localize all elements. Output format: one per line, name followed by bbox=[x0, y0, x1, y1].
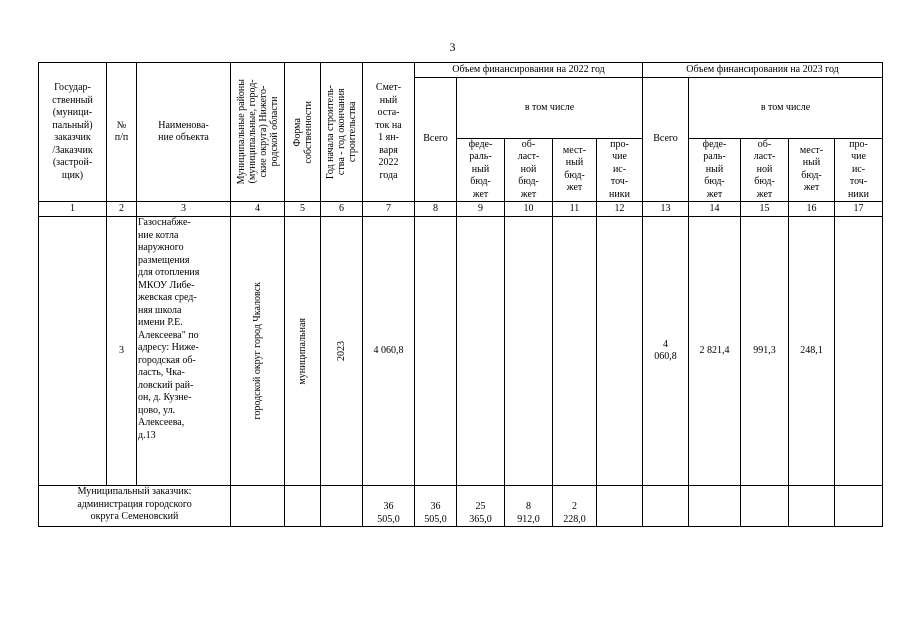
summary-label: Муниципальный заказчик: администрация городского округа Семеновский bbox=[39, 486, 231, 527]
header-in-that-2023: в том числе bbox=[689, 78, 883, 139]
row-regional-2022 bbox=[505, 217, 553, 486]
row-federal-2022 bbox=[457, 217, 505, 486]
row-ownership bbox=[285, 217, 321, 486]
header-object-name: Наименова- ние объекта bbox=[137, 63, 231, 202]
row-number: 3 bbox=[107, 217, 137, 486]
row-years bbox=[321, 217, 363, 486]
summary-empty bbox=[321, 486, 363, 527]
row-local-2023: 248,1 bbox=[789, 217, 835, 486]
column-number: 2 bbox=[107, 202, 137, 217]
summary-row bbox=[39, 486, 883, 527]
column-number: 3 bbox=[137, 202, 231, 217]
summary-empty bbox=[789, 486, 835, 527]
row-regional-2023: 991,3 bbox=[741, 217, 789, 486]
header-years-text: Год начала строитель- ства - год окончания строительства bbox=[325, 84, 358, 180]
header-number: № п/п bbox=[107, 63, 137, 202]
column-number: 14 bbox=[689, 202, 741, 217]
header-local-2022: мест- ный бюд- жет bbox=[553, 138, 597, 202]
summary-empty bbox=[285, 486, 321, 527]
summary-empty bbox=[835, 486, 883, 527]
summary-empty bbox=[741, 486, 789, 527]
row-other-2023 bbox=[835, 217, 883, 486]
header-in-that-2022: в том числе bbox=[457, 78, 643, 139]
header-customer: Государ- ственный (муници- пальный) заказчик /Заказчик (застрой- щик) bbox=[39, 63, 107, 202]
row-total-2023: 4 060,8 bbox=[643, 217, 689, 486]
summary-federal-2022: 25 365,0 bbox=[457, 486, 505, 527]
header-other-2023: про- чие ис- точ- ники bbox=[835, 138, 883, 202]
row-ownership-text: муниципальная bbox=[297, 317, 308, 385]
column-number: 6 bbox=[321, 202, 363, 217]
column-number: 7 bbox=[363, 202, 415, 217]
summary-local-2022: 2 228,0 bbox=[553, 486, 597, 527]
summary-empty bbox=[643, 486, 689, 527]
column-number: 1 bbox=[39, 202, 107, 217]
summary-empty bbox=[231, 486, 285, 527]
row-district-text: городской округ город Чкаловск bbox=[252, 282, 263, 420]
header-districts-text: Муниципальные районы (муниципальные, город- ские округа) Нижего- родской области bbox=[235, 79, 280, 185]
header-local-2023: мест- ный бюд- жет bbox=[789, 138, 835, 202]
column-number: 11 bbox=[553, 202, 597, 217]
row-district bbox=[231, 217, 285, 486]
header-districts bbox=[231, 63, 285, 202]
column-number: 8 bbox=[415, 202, 457, 217]
summary-total-2022: 36 505,0 bbox=[415, 486, 457, 527]
header-regional-2023: об- ласт- ной бюд- жет bbox=[741, 138, 789, 202]
header-federal-2023: феде- раль- ный бюд- жет bbox=[689, 138, 741, 202]
header-federal-2022: феде- раль- ный бюд- жет bbox=[457, 138, 505, 202]
row-federal-2023: 2 821,4 bbox=[689, 217, 741, 486]
column-number: 15 bbox=[741, 202, 789, 217]
column-number: 10 bbox=[505, 202, 553, 217]
row-other-2022 bbox=[597, 217, 643, 486]
header-ownership-text: Форма собственности bbox=[291, 100, 314, 164]
header-total-2022: Всего bbox=[415, 78, 457, 202]
row-remainder: 4 060,8 bbox=[363, 217, 415, 486]
summary-remainder: 36 505,0 bbox=[363, 486, 415, 527]
page-number: 3 bbox=[449, 40, 456, 54]
header-other-2022: про- чие ис- точ- ники bbox=[597, 138, 643, 202]
row-years-text: 2023 bbox=[336, 341, 347, 361]
table-row bbox=[39, 217, 883, 486]
summary-empty bbox=[597, 486, 643, 527]
header-remainder: Смет- ный оста- ток на 1 ян- варя 2022 года bbox=[363, 63, 415, 202]
header-row-1 bbox=[39, 63, 883, 78]
column-number: 17 bbox=[835, 202, 883, 217]
header-regional-2022: об- ласт- ной бюд- жет bbox=[505, 138, 553, 202]
summary-regional-2022: 8 912,0 bbox=[505, 486, 553, 527]
column-number: 16 bbox=[789, 202, 835, 217]
column-number: 12 bbox=[597, 202, 643, 217]
row-object-name: Газоснабже- ние котла наружного размещения для отопления МКОУ Либе- жевская сред- няя школа имени Р.Е. Алексеева" по адресу: Ниже- городская об- ласть, Чка- ловский рай- он, д. Кузне- цово, ул. Алексеева, д.13 bbox=[137, 217, 231, 486]
row-local-2022 bbox=[553, 217, 597, 486]
summary-empty bbox=[689, 486, 741, 527]
column-number: 5 bbox=[285, 202, 321, 217]
header-total-2023: Всего bbox=[643, 78, 689, 202]
header-group-2023: Объем финансирования на 2023 год bbox=[643, 63, 883, 78]
financing-table bbox=[38, 62, 883, 527]
column-number-row bbox=[39, 202, 883, 217]
header-years bbox=[321, 63, 363, 202]
row-total-2022 bbox=[415, 217, 457, 486]
header-ownership bbox=[285, 63, 321, 202]
column-number: 9 bbox=[457, 202, 505, 217]
header-group-2022: Объем финансирования на 2022 год bbox=[415, 63, 643, 78]
column-number: 4 bbox=[231, 202, 285, 217]
column-number: 13 bbox=[643, 202, 689, 217]
row-customer bbox=[39, 217, 107, 486]
